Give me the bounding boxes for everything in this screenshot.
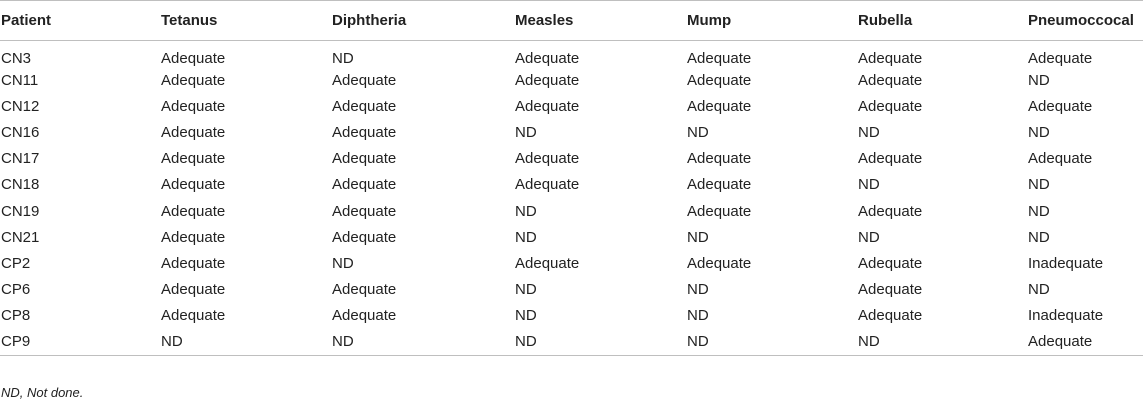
mump-cell: ND (687, 307, 709, 325)
table-row (0, 172, 1143, 198)
measles-cell: Adequate (515, 150, 580, 168)
patient-id-cell: CN12 (1, 97, 40, 115)
patient-id-cell: CN19 (1, 202, 40, 220)
diphtheria-cell: Adequate (332, 176, 397, 194)
rubella-cell: Adequate (858, 281, 923, 299)
rubella-cell: Adequate (858, 254, 923, 272)
pneumococcal-cell: Adequate (1028, 50, 1093, 67)
tetanus-cell: Adequate (161, 150, 226, 168)
table-row (0, 41, 1143, 68)
diphtheria-cell: Adequate (332, 150, 397, 168)
column-header-measles: Measles (514, 1, 686, 41)
table-row (0, 93, 1143, 119)
table-row (0, 67, 1143, 93)
tetanus-cell: Adequate (161, 50, 226, 67)
pneumococcal-cell: Adequate (1028, 150, 1093, 168)
tetanus-cell: Adequate (161, 228, 226, 246)
mump-cell: ND (686, 329, 857, 355)
tetanus-cell: Adequate (161, 281, 226, 299)
rubella-cell: Adequate (858, 97, 923, 115)
diphtheria-cell: ND (332, 50, 354, 67)
pneumococcal-cell: ND (1028, 202, 1050, 220)
tetanus-cell: Adequate (161, 97, 226, 115)
pneumococcal-cell: ND (1028, 71, 1050, 89)
patient-id-cell: CN16 (1, 123, 40, 141)
pneumococcal-cell: Inadequate (1028, 254, 1104, 272)
table-row (0, 303, 1143, 329)
diphtheria-cell: Adequate (332, 281, 397, 299)
tetanus-cell: Adequate (161, 71, 226, 89)
patient-id-cell: CP9 (0, 329, 160, 355)
measles-cell: Adequate (515, 50, 580, 67)
table-row (0, 146, 1143, 172)
diphtheria-cell: Adequate (332, 97, 397, 115)
patient-id-cell: CN18 (1, 176, 40, 194)
measles-cell: ND (514, 329, 686, 355)
rubella-cell: ND (858, 123, 880, 141)
tetanus-cell: Adequate (161, 307, 226, 325)
mump-cell: Adequate (687, 202, 752, 220)
mump-cell: Adequate (687, 254, 752, 272)
diphtheria-cell: Adequate (332, 71, 397, 89)
measles-cell: Adequate (515, 254, 580, 272)
table-header (0, 1, 1143, 41)
rubella-cell: Adequate (858, 71, 923, 89)
patient-id-cell: CP8 (1, 307, 31, 325)
tetanus-cell: Adequate (161, 254, 226, 272)
header-row (0, 1, 1143, 41)
rubella-cell: Adequate (858, 150, 923, 168)
table-row (0, 198, 1143, 224)
rubella-cell: ND (858, 176, 880, 194)
tetanus-cell: ND (160, 329, 331, 355)
tetanus-cell: Adequate (161, 176, 226, 194)
table-row (0, 277, 1143, 303)
patient-id-cell: CN11 (1, 71, 39, 89)
table-row (0, 119, 1143, 145)
column-header-pneumococcal: Pneumoccocal (1027, 1, 1143, 41)
pneumococcal-cell: Adequate (1028, 97, 1093, 115)
mump-cell: Adequate (687, 150, 752, 168)
diphtheria-cell: Adequate (332, 202, 397, 220)
column-header-tetanus: Tetanus (160, 1, 331, 41)
pneumococcal-cell: ND (1028, 176, 1050, 194)
mump-cell: ND (687, 228, 709, 246)
measles-cell: Adequate (515, 97, 580, 115)
patient-id-cell: CN17 (1, 150, 40, 168)
diphtheria-cell: ND (332, 254, 354, 272)
mump-cell: Adequate (687, 97, 752, 115)
mump-cell: ND (687, 123, 709, 141)
column-header-patient: Patient (0, 1, 160, 41)
mump-cell: Adequate (687, 50, 752, 67)
tetanus-cell: Adequate (161, 202, 226, 220)
mump-cell: Adequate (687, 176, 752, 194)
rubella-cell: ND (858, 228, 880, 246)
patient-id-cell: CP6 (1, 281, 31, 299)
column-header-diphtheria: Diphtheria (331, 1, 514, 41)
table-footnote: ND, Not done. (1, 385, 84, 400)
pneumococcal-cell: ND (1028, 281, 1050, 299)
table-row (0, 250, 1143, 276)
column-header-rubella: Rubella (857, 1, 1027, 41)
mump-cell: ND (687, 281, 709, 299)
measles-cell: Adequate (515, 176, 580, 194)
diphtheria-cell: Adequate (332, 123, 397, 141)
column-header-mump: Mump (686, 1, 857, 41)
patient-id-cell: CN21 (1, 228, 40, 246)
measles-cell: ND (515, 228, 537, 246)
rubella-cell: Adequate (858, 202, 923, 220)
tetanus-cell: Adequate (161, 123, 226, 141)
measles-cell: ND (515, 281, 537, 299)
rubella-cell: ND (857, 329, 1027, 355)
measles-cell: ND (515, 123, 537, 141)
patient-id-cell: CN3 (1, 50, 32, 67)
measles-cell: ND (515, 202, 537, 220)
diphtheria-cell: ND (331, 329, 514, 355)
table-row (0, 224, 1143, 250)
rubella-cell: Adequate (858, 307, 923, 325)
diphtheria-cell: Adequate (332, 228, 397, 246)
pneumococcal-cell: Adequate (1027, 329, 1143, 355)
table-row (0, 329, 1143, 355)
patient-id-cell: CP2 (1, 254, 31, 272)
diphtheria-cell: Adequate (332, 307, 397, 325)
measles-cell: ND (515, 307, 537, 325)
pneumococcal-cell: Inadequate (1028, 307, 1104, 325)
mump-cell: Adequate (687, 71, 752, 89)
table-body (0, 41, 1143, 356)
pneumococcal-cell: ND (1028, 123, 1050, 141)
rubella-cell: Adequate (858, 50, 923, 67)
measles-cell: Adequate (515, 71, 580, 89)
pneumococcal-cell: ND (1028, 228, 1050, 246)
